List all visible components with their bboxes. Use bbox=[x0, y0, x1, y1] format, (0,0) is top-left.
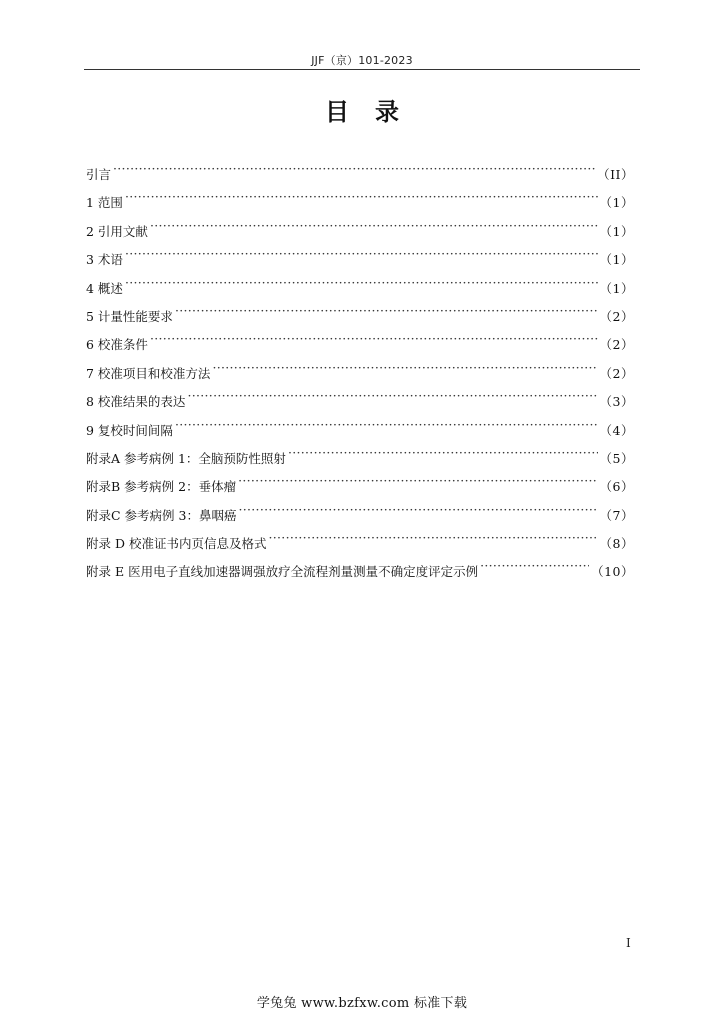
toc-entry-page: （10） bbox=[591, 564, 634, 580]
toc-entry-page: （2） bbox=[599, 337, 634, 353]
toc-entry-label: 3 术语 bbox=[86, 252, 123, 268]
document-code-header: JJF（京）101-2023 bbox=[311, 54, 413, 67]
toc-entry-page: （2） bbox=[599, 308, 634, 324]
toc-entry-label: 附录 E 医用电子直线加速器调强放疗全流程剂量测量不确定度评定示例 bbox=[86, 564, 479, 580]
toc-entry-page: （3） bbox=[599, 394, 634, 410]
toc-entry-page: （7） bbox=[599, 507, 634, 523]
toc-entry-label: 1 范围 bbox=[86, 195, 123, 211]
toc-entry-page: （4） bbox=[599, 422, 634, 438]
toc-entry-label: 8 校准结果的表达 bbox=[86, 394, 186, 410]
dot-leader bbox=[288, 443, 598, 463]
toc-entry-page: （6） bbox=[599, 479, 634, 495]
toc-entry-label: 6 校准条件 bbox=[86, 337, 148, 353]
toc-entry-label: 附录C 参考病例 3：鼻咽癌 bbox=[86, 507, 237, 523]
toc-entry-page: （1） bbox=[599, 195, 634, 211]
toc-entry-label: 4 概述 bbox=[86, 280, 123, 296]
toc-entry-label: 7 校准项目和校准方法 bbox=[86, 365, 211, 381]
toc-entry-label: 5 计量性能要求 bbox=[86, 308, 173, 324]
dot-leader bbox=[125, 244, 598, 264]
dot-leader bbox=[480, 556, 589, 576]
dot-leader bbox=[238, 500, 597, 520]
dot-leader bbox=[125, 187, 598, 207]
toc-entry-page: （2） bbox=[599, 365, 634, 381]
toc-entry-introduction[interactable] bbox=[86, 159, 634, 187]
toc-entry-appendix-b[interactable] bbox=[86, 471, 634, 499]
toc-entry-references[interactable] bbox=[86, 216, 634, 244]
toc-entry-appendix-d[interactable] bbox=[86, 528, 634, 556]
toc-entry-page: （5） bbox=[599, 450, 634, 466]
toc-entry-label: 附录 D 校准证书内页信息及格式 bbox=[86, 536, 267, 552]
toc-entry-label: 2 引用文献 bbox=[86, 223, 148, 239]
toc-entry-label: 9 复校时间间隔 bbox=[86, 422, 173, 438]
dot-leader bbox=[175, 301, 598, 321]
toc-title: 目录 bbox=[325, 98, 425, 126]
toc-entry-label: 附录A 参考病例 1：全脑预防性照射 bbox=[86, 450, 286, 466]
toc-entry-scope[interactable] bbox=[86, 187, 634, 215]
dot-leader bbox=[150, 216, 598, 236]
toc-entry-appendix-a[interactable] bbox=[86, 443, 634, 471]
toc-entry-page: （1） bbox=[599, 280, 634, 296]
watermark-footer: 学兔兔 www.bzfxw.com 标准下载 bbox=[256, 996, 468, 1011]
toc-entry-terms[interactable] bbox=[86, 244, 634, 272]
toc-entry-calibration-items-methods[interactable] bbox=[86, 358, 634, 386]
toc-entry-appendix-c[interactable] bbox=[86, 500, 634, 528]
toc-entry-page: （8） bbox=[599, 536, 634, 552]
dot-leader bbox=[175, 415, 598, 435]
table-of-contents bbox=[86, 159, 634, 585]
toc-entry-calibration-conditions[interactable] bbox=[86, 329, 634, 357]
toc-entry-page: （II） bbox=[597, 167, 634, 182]
page-number: I bbox=[626, 936, 631, 950]
toc-entry-page: （1） bbox=[599, 223, 634, 239]
toc-entry-metrological-requirements[interactable] bbox=[86, 301, 634, 329]
toc-entry-label: 附录B 参考病例 2：垂体瘤 bbox=[86, 479, 237, 495]
toc-entry-label: 引言 bbox=[86, 167, 112, 182]
dot-leader bbox=[268, 528, 597, 548]
dot-leader bbox=[125, 273, 598, 293]
dot-leader bbox=[212, 358, 597, 378]
toc-entry-overview[interactable] bbox=[86, 273, 634, 301]
toc-entry-recalibration-interval[interactable] bbox=[86, 415, 634, 443]
header-divider bbox=[84, 69, 640, 70]
toc-entry-result-expression[interactable] bbox=[86, 386, 634, 414]
toc-entry-appendix-e[interactable] bbox=[86, 556, 634, 584]
dot-leader bbox=[187, 386, 597, 406]
dot-leader bbox=[238, 471, 597, 491]
dot-leader bbox=[150, 329, 598, 349]
dot-leader bbox=[113, 159, 595, 179]
toc-entry-page: （1） bbox=[599, 252, 634, 268]
